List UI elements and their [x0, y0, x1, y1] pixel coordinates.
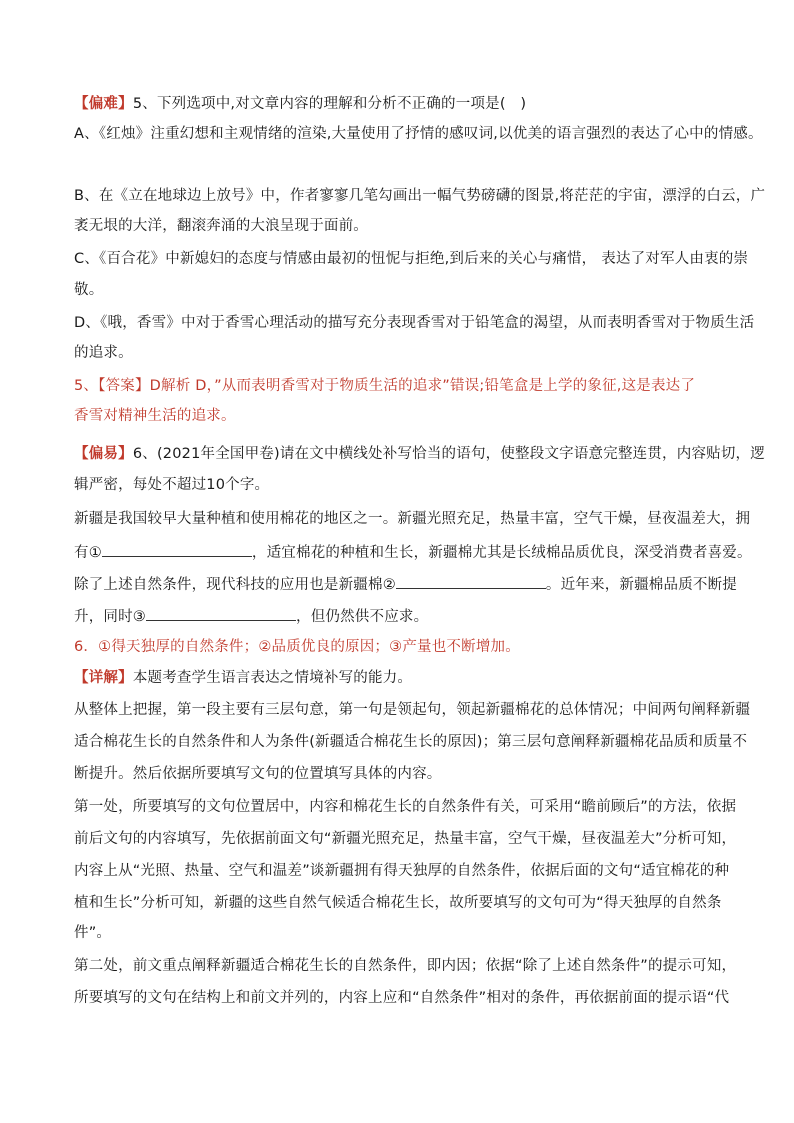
q5-stem: 5、下列选项中,对文章内容的理解和分析不正确的一项是( ): [132, 96, 527, 112]
q6-passage-line3: [74, 573, 738, 595]
blank-2-prefix: 除了上述自然条件，现代科技的应用也是新疆棉②: [74, 577, 396, 593]
blank-3: [146, 605, 296, 621]
detail-para2-line4: 植和生长”分析可知，新疆的这些自然气候适合棉花生长，故所要填写的文句可为“得天独厚的自然条: [74, 895, 722, 911]
blank-1-prefix: 有①: [74, 545, 102, 561]
q6-detail-line: [74, 668, 734, 688]
detail-tag: 【详解】: [74, 670, 133, 686]
q5-option-d-line2: 的追求。: [74, 345, 133, 361]
q5-answer-line2: 香雪对精神生活的追求。: [74, 408, 236, 424]
detail-para2-line5: 件”。: [74, 925, 112, 941]
detail-para2-line1: 第一处，所要填写的文句位置居中，内容和棉花生长的自然条件有关，可采用“瞻前顾后”的方法，依据: [74, 799, 737, 815]
detail-intro: 本题考查学生语言表达之情境补写的能力。: [132, 670, 413, 686]
q5-option-d-line1: D、《哦，香雪》中对于香雪心理活动的描写充分表现香雪对于铅笔盒的渴望，从而表明香雪对于物质生活: [74, 315, 755, 331]
q6-passage-line4: [74, 605, 734, 627]
q6-passage-line2: [74, 541, 752, 563]
q6-passage-line1: 新疆是我国较早大量种植和使用棉花的地区之一。新疆光照充足，热量丰富，空气干燥，昼夜温差大，拥: [74, 511, 751, 527]
q6-stem: 6、(2021年全国甲卷)请在文中横线处补写恰当的语句，使整段文字语意完整连贯，内容贴切，逻: [132, 446, 765, 462]
blank-2: [396, 573, 546, 589]
q5-option-b-line1: B、在《立在地球边上放号》中，作者寥寥几笔勾画出一幅气势磅礴的图景,将茫茫的宇宙，漂浮的白云，广: [74, 188, 766, 204]
difficulty-tag: 【偏易】: [74, 446, 133, 462]
detail-para1-line1: 从整体上把握，第一段主要有三层句意，第一句是领起句，领起新疆棉花的总体情况；中间两句阐释新疆: [74, 702, 751, 718]
blank-1-suffix: ，适宜棉花的种植和生长，新疆棉尤其是长绒棉品质优良，深受消费者喜爱。: [251, 545, 752, 561]
q5-stem-line: [74, 94, 734, 114]
q6-stem-line1: [74, 444, 765, 464]
blank-1: [102, 541, 252, 557]
q5-option-c-line1: C、《百合花》中新媳妇的态度与情感由最初的忸怩与拒绝,到后来的关心与痛惜， 表达了对军人由衷的崇: [74, 251, 749, 267]
q5-option-a: A、《红烛》注重幻想和主观情绪的渲染,大量使用了抒情的感叹词,以优美的语言强烈的表达了心中的情感。: [74, 126, 763, 142]
detail-para1-line3: 断提升。然后依据所要填写文句的位置填写具体的内容。: [74, 766, 442, 782]
q5-option-b-line2: 袤无垠的大洋，翻滚奔涌的大浪呈现于面前。: [74, 218, 368, 234]
q6-stem-line2: 辑严密，每处不超过10个字。: [74, 477, 270, 493]
detail-para3-line2: 所要填写的文句在结构上和前文并列的，内容上应和“自然条件”相对的条件，再依据前面的提示语“代: [74, 990, 730, 1006]
q5-option-c-line2: 敬。: [74, 282, 104, 298]
blank-2-suffix: 。近年来，新疆棉品质不断提: [545, 577, 738, 593]
detail-para2-line2: 前后文句的内容填写，先依据前面文句“新疆光照充足，热量丰富，空气干燥，昼夜温差大”分析可知，: [74, 831, 737, 847]
difficulty-tag: 【偏难】: [74, 96, 133, 112]
q5-answer-line1: 5、【答案】D解析 D，”从而表明香雪对于物质生活的追求”错误;铅笔盒是上学的象征,这是表达了: [74, 378, 696, 394]
blank-3-suffix: ，但仍然供不应求。: [296, 609, 429, 625]
q6-answer: 6．①得天独厚的自然条件；②品质优良的原因；③产量也不断增加。: [74, 639, 520, 655]
detail-para1-line2: 适合棉花生长的自然条件和人为条件(新疆适合棉花生长的原因)；第三层句意阐释新疆棉花品质和质量不: [74, 734, 748, 750]
detail-para3-line1: 第二处，前文重点阐释新疆适合棉花生长的自然条件，即内因；依据“除了上述自然条件”的提示可知，: [74, 958, 737, 974]
detail-para2-line3: 内容上从“光照、热量、空气和温差”谈新疆拥有得天独厚的自然条件，依据后面的文句“适宜棉花的种: [74, 863, 730, 879]
blank-3-prefix: 升，同时③: [74, 609, 146, 625]
